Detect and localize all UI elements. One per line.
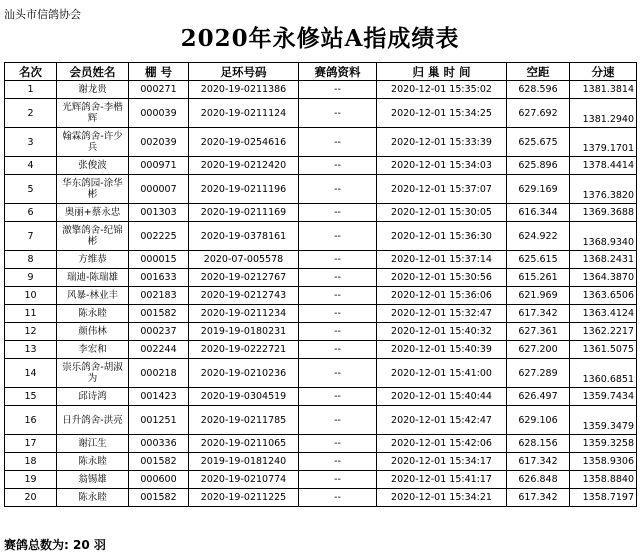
cell-ring: 2020-07-005578 [189,251,299,269]
cell-loft: 001633 [129,269,189,287]
cell-loft: 002225 [129,222,189,251]
cell-return-time: 2020-12-01 15:36:06 [377,287,507,305]
cell-rank: 16 [5,406,57,435]
table-row [5,81,637,99]
table-row [5,222,637,251]
cell-distance: 617.342 [507,305,570,323]
cell-return-time: 2020-12-01 15:34:25 [377,99,507,128]
table-row [5,341,637,359]
cell-distance: 628.596 [507,81,570,99]
cell-distance: 626.497 [507,388,570,406]
cell-return-time: 2020-12-01 15:34:03 [377,157,507,175]
cell-return-time: 2020-12-01 15:30:05 [377,204,507,222]
cell-loft: 001303 [129,204,189,222]
cell-distance: 621.969 [507,287,570,305]
cell-ring: 2020-19-0378161 [189,222,299,251]
cell-info: -- [299,204,377,222]
cell-rank: 13 [5,341,57,359]
cell-member-name: 陈永睦 [57,489,129,507]
column-header-info: 赛鸽资料 [299,63,377,81]
cell-member-name: 方维恭 [57,251,129,269]
column-header-ring: 足环号码 [189,63,299,81]
cell-distance: 626.848 [507,471,570,489]
cell-member-name: 华东鸽园-涂华彬 [57,175,129,204]
cell-distance: 627.289 [507,359,570,388]
cell-member-name: 李宏和 [57,341,129,359]
cell-speed: 1376.3820 [570,175,637,204]
cell-rank: 20 [5,489,57,507]
table-row [5,157,637,175]
cell-info: -- [299,222,377,251]
cell-rank: 4 [5,157,57,175]
column-header-speed: 分速 [570,63,637,81]
cell-loft: 000336 [129,435,189,453]
cell-ring: 2020-19-0211234 [189,305,299,323]
cell-return-time: 2020-12-01 15:42:47 [377,406,507,435]
cell-info: -- [299,489,377,507]
table-body [5,81,637,507]
cell-rank: 7 [5,222,57,251]
table-row [5,406,637,435]
cell-loft: 000600 [129,471,189,489]
cell-ring: 2019-19-0180231 [189,323,299,341]
cell-loft: 000039 [129,99,189,128]
cell-distance: 624.922 [507,222,570,251]
cell-distance: 615.261 [507,269,570,287]
cell-rank: 17 [5,435,57,453]
cell-loft: 001582 [129,489,189,507]
cell-loft: 002244 [129,341,189,359]
cell-return-time: 2020-12-01 15:34:17 [377,453,507,471]
cell-return-time: 2020-12-01 15:41:17 [377,471,507,489]
cell-info: -- [299,453,377,471]
cell-member-name: 奥丽+蔡永忠 [57,204,129,222]
cell-speed: 1381.2940 [570,99,637,128]
cell-loft: 002183 [129,287,189,305]
column-header-time: 归 巢 时 间 [377,63,507,81]
cell-info: -- [299,128,377,157]
table-row [5,287,637,305]
cell-ring: 2020-19-0210774 [189,471,299,489]
cell-ring: 2020-19-0211169 [189,204,299,222]
cell-rank: 12 [5,323,57,341]
cell-distance: 629.169 [507,175,570,204]
cell-member-name: 瑞迪-陈瑞雄 [57,269,129,287]
cell-member-name: 日升鸽舍-洪亮 [57,406,129,435]
cell-ring: 2020-19-0211785 [189,406,299,435]
cell-return-time: 2020-12-01 15:30:56 [377,269,507,287]
cell-member-name: 张俊波 [57,157,129,175]
column-header-name: 会员姓名 [57,63,129,81]
page-title: 2020年永修站A指成绩表 [180,25,460,52]
cell-speed: 1358.8840 [570,471,637,489]
cell-ring: 2020-19-0212743 [189,287,299,305]
cell-loft: 000218 [129,359,189,388]
cell-ring: 2020-19-0211196 [189,175,299,204]
cell-member-name: 陈永睦 [57,305,129,323]
cell-rank: 10 [5,287,57,305]
cell-rank: 8 [5,251,57,269]
cell-rank: 3 [5,128,57,157]
cell-rank: 5 [5,175,57,204]
table-header-row [5,63,637,81]
cell-distance: 625.615 [507,251,570,269]
cell-member-name: 谢江生 [57,435,129,453]
cell-ring: 2020-19-0210236 [189,359,299,388]
cell-return-time: 2020-12-01 15:37:14 [377,251,507,269]
column-header-loft: 棚 号 [129,63,189,81]
cell-rank: 6 [5,204,57,222]
cell-speed: 1359.3479 [570,406,637,435]
cell-rank: 18 [5,453,57,471]
cell-speed: 1368.2431 [570,251,637,269]
cell-rank: 9 [5,269,57,287]
cell-member-name: 翰霖鸽舍-许少兵 [57,128,129,157]
cell-loft: 001582 [129,305,189,323]
cell-speed: 1362.2217 [570,323,637,341]
cell-rank: 15 [5,388,57,406]
cell-distance: 627.692 [507,99,570,128]
cell-ring: 2020-19-0222721 [189,341,299,359]
cell-ring: 2019-19-0181240 [189,453,299,471]
table-row [5,269,637,287]
cell-ring: 2020-19-0212420 [189,157,299,175]
cell-rank: 1 [5,81,57,99]
cell-rank: 11 [5,305,57,323]
cell-info: -- [299,435,377,453]
cell-distance: 627.361 [507,323,570,341]
cell-rank: 14 [5,359,57,388]
cell-return-time: 2020-12-01 15:37:07 [377,175,507,204]
table-row [5,388,637,406]
cell-return-time: 2020-12-01 15:41:00 [377,359,507,388]
cell-return-time: 2020-12-01 15:32:47 [377,305,507,323]
cell-speed: 1364.3870 [570,269,637,287]
table-row [5,471,637,489]
cell-speed: 1359.7434 [570,388,637,406]
cell-loft: 000271 [129,81,189,99]
cell-info: -- [299,99,377,128]
cell-info: -- [299,269,377,287]
cell-speed: 1360.6851 [570,359,637,388]
cell-ring: 2020-19-0211124 [189,99,299,128]
cell-rank: 19 [5,471,57,489]
cell-return-time: 2020-12-01 15:36:30 [377,222,507,251]
cell-distance: 617.342 [507,489,570,507]
table-row [5,489,637,507]
cell-return-time: 2020-12-01 15:33:39 [377,128,507,157]
cell-return-time: 2020-12-01 15:40:39 [377,341,507,359]
table-row [5,359,637,388]
cell-member-name: 陈永睦 [57,453,129,471]
cell-info: -- [299,305,377,323]
cell-info: -- [299,359,377,388]
cell-loft: 001582 [129,453,189,471]
cell-return-time: 2020-12-01 15:34:21 [377,489,507,507]
cell-speed: 1378.4414 [570,157,637,175]
cell-speed: 1368.9340 [570,222,637,251]
total-count: 赛鸽总数为: 20 羽 [4,538,106,552]
cell-member-name: 激擎鸽舍-纪锦彬 [57,222,129,251]
cell-info: -- [299,251,377,269]
cell-info: -- [299,157,377,175]
cell-distance: 625.896 [507,157,570,175]
cell-info: -- [299,388,377,406]
cell-loft: 000237 [129,323,189,341]
table-row [5,453,637,471]
cell-speed: 1369.3688 [570,204,637,222]
cell-loft: 002039 [129,128,189,157]
cell-info: -- [299,287,377,305]
cell-loft: 000971 [129,157,189,175]
cell-speed: 1358.7197 [570,489,637,507]
cell-distance: 616.344 [507,204,570,222]
cell-distance: 617.342 [507,453,570,471]
cell-rank: 2 [5,99,57,128]
cell-ring: 2020-19-0254616 [189,128,299,157]
cell-info: -- [299,323,377,341]
cell-speed: 1361.5075 [570,341,637,359]
cell-member-name: 翁锡雄 [57,471,129,489]
cell-loft: 001251 [129,406,189,435]
cell-distance: 628.156 [507,435,570,453]
cell-return-time: 2020-12-01 15:40:32 [377,323,507,341]
column-header-distance: 空距 [507,63,570,81]
cell-info: -- [299,175,377,204]
cell-loft: 000007 [129,175,189,204]
cell-speed: 1381.3814 [570,81,637,99]
cell-distance: 625.675 [507,128,570,157]
cell-speed: 1379.1701 [570,128,637,157]
cell-member-name: 风暴-林业丰 [57,287,129,305]
cell-info: -- [299,341,377,359]
organization-name: 汕头市信鸽协会 [4,8,81,21]
column-header-rank: 名次 [5,63,57,81]
cell-speed: 1358.9306 [570,453,637,471]
cell-member-name: 邱诗鸿 [57,388,129,406]
cell-member-name: 谢龙贵 [57,81,129,99]
results-table [4,62,637,507]
table-row [5,128,637,157]
cell-loft: 000015 [129,251,189,269]
cell-member-name: 光辉鸽舍-李楷辉 [57,99,129,128]
cell-ring: 2020-19-0211065 [189,435,299,453]
cell-ring: 2020-19-0211225 [189,489,299,507]
table-row [5,323,637,341]
table-row [5,435,637,453]
cell-info: -- [299,406,377,435]
cell-distance: 627.200 [507,341,570,359]
cell-ring: 2020-19-0304519 [189,388,299,406]
cell-loft: 001423 [129,388,189,406]
cell-distance: 629.106 [507,406,570,435]
table-row [5,175,637,204]
table-row [5,99,637,128]
cell-ring: 2020-19-0211386 [189,81,299,99]
cell-ring: 2020-19-0212767 [189,269,299,287]
cell-info: -- [299,81,377,99]
cell-info: -- [299,471,377,489]
cell-member-name: 崇乐鸽舍-胡淑为 [57,359,129,388]
cell-member-name: 颜伟林 [57,323,129,341]
cell-speed: 1363.4124 [570,305,637,323]
cell-speed: 1363.6506 [570,287,637,305]
cell-speed: 1359.3258 [570,435,637,453]
table-row [5,251,637,269]
table-row [5,305,637,323]
table-row [5,204,637,222]
cell-return-time: 2020-12-01 15:35:02 [377,81,507,99]
cell-return-time: 2020-12-01 15:40:44 [377,388,507,406]
cell-return-time: 2020-12-01 15:42:06 [377,435,507,453]
